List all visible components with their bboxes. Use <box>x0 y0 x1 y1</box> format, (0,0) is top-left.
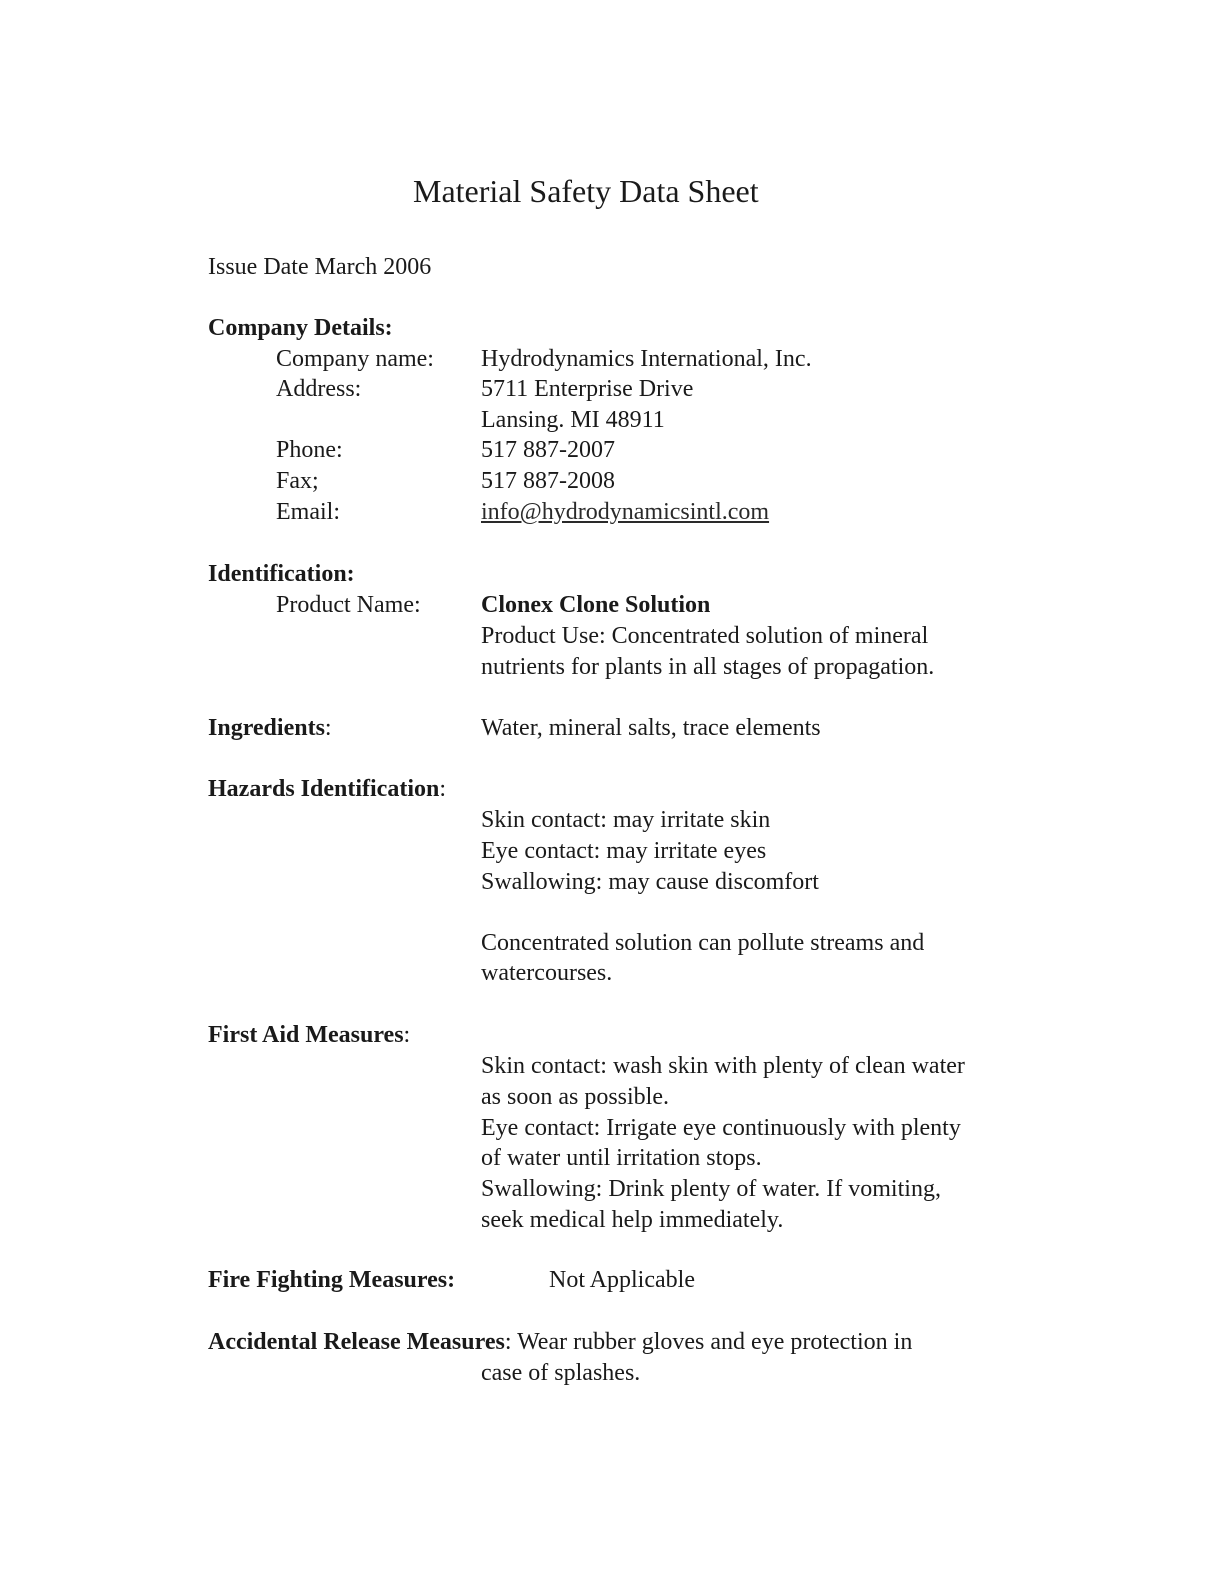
company-details-heading: Company Details: <box>208 315 393 341</box>
company-name-label: Company name: <box>276 346 434 372</box>
first-aid-heading-row <box>208 1020 410 1051</box>
ingredients-value: Water, mineral salts, trace elements <box>481 715 821 741</box>
fax-label: Fax; <box>276 468 319 494</box>
hazard-line: Swallowing: may cause discomfort <box>481 869 819 895</box>
ingredients-heading-row <box>208 713 332 744</box>
accidental-release-heading: Accidental Release Measures <box>208 1329 505 1355</box>
phone-value: 517 887-2007 <box>481 437 615 463</box>
issue-date: Issue Date March 2006 <box>208 254 432 280</box>
first-aid-line: seek medical help immediately. <box>481 1207 784 1233</box>
ingredients-heading: Ingredients <box>208 715 325 741</box>
email-label: Email: <box>276 499 340 525</box>
product-name-value: Clonex Clone Solution <box>481 592 711 618</box>
address-label: Address: <box>276 376 362 402</box>
page-title: Material Safety Data Sheet <box>413 173 759 209</box>
accidental-release-line-1: Wear rubber gloves and eye protection in <box>517 1329 913 1355</box>
identification-heading: Identification: <box>208 561 355 587</box>
fire-fighting-heading: Fire Fighting Measures: <box>208 1267 456 1293</box>
first-aid-heading: First Aid Measures <box>208 1022 404 1048</box>
ingredients-colon: : <box>324 715 332 741</box>
product-use-line-1: Product Use: Concentrated solution of mineral <box>481 623 929 649</box>
product-use-line-2: nutrients for plants in all stages of propagation. <box>481 654 935 680</box>
company-name-value: Hydrodynamics International, Inc. <box>481 346 812 372</box>
first-aid-line: of water until irritation stops. <box>481 1145 762 1171</box>
first-aid-line: Eye contact: Irrigate eye continuously with plenty <box>481 1115 961 1141</box>
hazards-colon: : <box>439 776 446 802</box>
fire-fighting-value: Not Applicable <box>549 1267 695 1293</box>
product-name-label: Product Name: <box>276 592 421 618</box>
hazard-line: Concentrated solution can pollute streams and <box>481 930 925 956</box>
first-aid-line: as soon as possible. <box>481 1084 669 1110</box>
hazard-line: watercourses. <box>481 960 613 986</box>
first-aid-line: Swallowing: Drink plenty of water. If vomiting, <box>481 1176 941 1202</box>
accidental-release-line-2: case of splashes. <box>481 1360 641 1386</box>
first-aid-line: Skin contact: wash skin with plenty of clean water <box>481 1053 965 1079</box>
fax-value: 517 887-2008 <box>481 468 615 494</box>
first-aid-colon: : <box>403 1022 411 1048</box>
hazards-heading-row <box>208 774 446 805</box>
address-line-1: 5711 Enterprise Drive <box>481 376 694 402</box>
hazard-line: Eye contact: may irritate eyes <box>481 838 767 864</box>
address-line-2: Lansing. MI 48911 <box>481 407 665 433</box>
hazard-line: Skin contact: may irritate skin <box>481 807 771 833</box>
hazards-heading: Hazards Identification <box>208 776 440 802</box>
email-link[interactable]: info@hydrodynamicsintl.com <box>481 499 770 525</box>
accidental-release-colon: : <box>504 1329 512 1355</box>
phone-label: Phone: <box>276 437 343 463</box>
accidental-release-row <box>208 1327 912 1358</box>
